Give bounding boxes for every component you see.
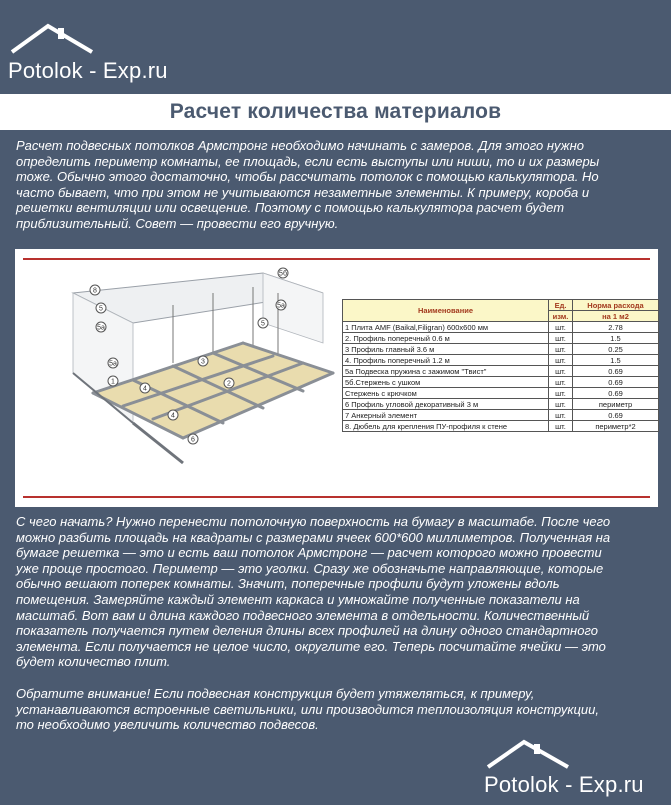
text-line: Расчет подвесных потолков Армстронг необходимо начинать с замеров. Для этого нужно: [16, 138, 584, 153]
text-line: обычно вешают поперек комнаты. Значит, поперечные профили будут уложены вдоль: [16, 576, 560, 592]
text-line: будет количество плит.: [16, 654, 171, 670]
text-line: устанавливаются встроенные светильники, или производится теплоизоляция конструкции,: [16, 701, 599, 717]
cell-name: 2. Профиль поперечный 0.6 м: [343, 333, 549, 344]
text-line: часто бывает, что при этом не учитываются незаметные элементы. К примеру, короба и: [16, 184, 590, 200]
cell-norm: периметр: [573, 399, 659, 410]
cell-name: 4. Профиль поперечный 1.2 м: [343, 355, 549, 366]
callout-label: 5а: [277, 302, 285, 310]
brand-logo[interactable]: [8, 22, 168, 84]
cell-norm: 0.69: [573, 388, 659, 399]
table-row: [343, 344, 659, 355]
intro-paragraph: [16, 138, 656, 232]
title-bar: [0, 94, 671, 130]
text-line: то необходимо увеличить количество подвесов.: [16, 717, 319, 733]
text-line: уже проще простого. Периметр — это уголки. Сразу же обозначьте направляющие, которые: [16, 560, 604, 576]
cell-norm: 1.5: [573, 355, 659, 366]
cell-norm: 0.69: [573, 410, 659, 421]
table-row: [343, 410, 659, 421]
table-row: [343, 399, 659, 410]
table-row: [343, 421, 659, 432]
cell-unit: шт.: [549, 399, 573, 410]
cell-unit: шт.: [549, 344, 573, 355]
text-line: определить периметр комнаты, ее площадь, если есть выступы или ниши, то и их размеры: [16, 153, 600, 169]
brand-name: Potolok - Exp.ru: [8, 58, 168, 83]
cell-name: 7 Анкерный элемент: [343, 410, 549, 421]
callout-label: 5а: [97, 324, 105, 332]
callout-label: 4: [143, 385, 147, 393]
cell-name: 8. Дюбель для крепления ПУ-профиля к стене: [343, 421, 549, 432]
table-row: [343, 388, 659, 399]
cell-norm: 2.78: [573, 322, 659, 333]
cell-unit: шт.: [549, 355, 573, 366]
callout-label: 6: [191, 436, 195, 444]
callout-label: 5: [99, 305, 103, 313]
callout-label: 2: [227, 380, 231, 388]
callout-label: 5а: [109, 360, 117, 368]
cell-norm: периметр*2: [573, 421, 659, 432]
text-line: С чего начать? Нужно перенести потолочную поверхность на бумагу в масштабе. После чего: [16, 514, 611, 529]
text-line: показатель получается путем деления длины всех профилей на длину одного стандартного: [16, 623, 598, 639]
cell-name: Стержень с крючком: [343, 388, 549, 399]
table-header-norm-sub: на 1 м2: [573, 311, 659, 322]
table-header-norm: Норма расхода: [573, 300, 659, 311]
brand-logo-bottom[interactable]: [484, 738, 644, 798]
page-title: Расчет количества материалов: [169, 100, 502, 123]
callout-label: 4: [171, 412, 175, 420]
table-row: [343, 377, 659, 388]
cell-unit: шт.: [549, 377, 573, 388]
divider-line: [23, 258, 650, 260]
table-header-unit: Ед.: [549, 300, 573, 311]
table-row: [343, 355, 659, 366]
brand-name: Potolok - Exp.ru: [484, 772, 644, 797]
cell-unit: шт.: [549, 421, 573, 432]
cell-norm: 0.69: [573, 377, 659, 388]
text-line: приблизительный. Совет — провести его вручную.: [16, 215, 339, 231]
text-line: можно разбить площадь на квадраты с размерами ячеек 600*600 миллиметров. Полученная на: [16, 529, 611, 545]
text-line: помещения. Замеряйте каждый элемент каркаса и умножайте полученные показатели на: [16, 591, 580, 607]
cell-name: 3 Профиль главный 3.6 м: [343, 344, 549, 355]
table-row: [343, 333, 659, 344]
table-header-name: Наименование: [343, 300, 549, 322]
text-line: тоже. Обычно этого достаточно, чтобы рассчитать потолок с помощью калькулятора. Но: [16, 169, 599, 185]
callout-label: 5: [261, 320, 265, 328]
cell-unit: шт.: [549, 388, 573, 399]
materials-figure: [15, 249, 658, 507]
table-row: [343, 322, 659, 333]
cell-name: 1 Плита AMF (Baikal,Filigran) 600x600 мм: [343, 322, 549, 333]
callout-label: 5б: [279, 270, 287, 278]
cell-name: 5а Подвеска пружина с зажимом "Твист": [343, 366, 549, 377]
house-icon: [484, 738, 570, 770]
cell-norm: 0.69: [573, 366, 659, 377]
cell-norm: 1.5: [573, 333, 659, 344]
house-icon: [8, 22, 94, 56]
text-line: бумаге решетка — это и есть ваш потолок Армстронг — расчет которого можно провести: [16, 545, 602, 561]
text-line: элемента. Если получается не целое число, округлите его. Теперь посчитайте ячейки — это: [16, 638, 606, 654]
callout-label: 3: [201, 358, 205, 366]
note-paragraph: [16, 686, 656, 733]
cell-name: 5б.Стержень с ушком: [343, 377, 549, 388]
table-row: [343, 366, 659, 377]
text-line: масштаб. Вот вам и длина каждого подвесного элемента в отдельности. Количественный: [16, 607, 590, 623]
materials-table: [342, 299, 659, 432]
callout-label: 8: [93, 287, 97, 295]
table-header-unit-sub: изм.: [549, 311, 573, 322]
ceiling-diagram: [53, 263, 353, 483]
body-paragraph: [16, 514, 656, 670]
callout-label: 1: [111, 378, 115, 386]
text-line: Обратите внимание! Если подвесная конструкция будет утяжеляться, к примеру,: [16, 686, 535, 701]
cell-unit: шт.: [549, 410, 573, 421]
cell-name: 6 Профиль угловой декоративный 3 м: [343, 399, 549, 410]
cell-unit: шт.: [549, 322, 573, 333]
cell-unit: шт.: [549, 366, 573, 377]
cell-unit: шт.: [549, 333, 573, 344]
divider-line: [23, 496, 650, 498]
cell-norm: 0.25: [573, 344, 659, 355]
text-line: решетки вентиляции или освещение. Поэтому с помощью калькулятора расчет будет: [16, 200, 565, 216]
